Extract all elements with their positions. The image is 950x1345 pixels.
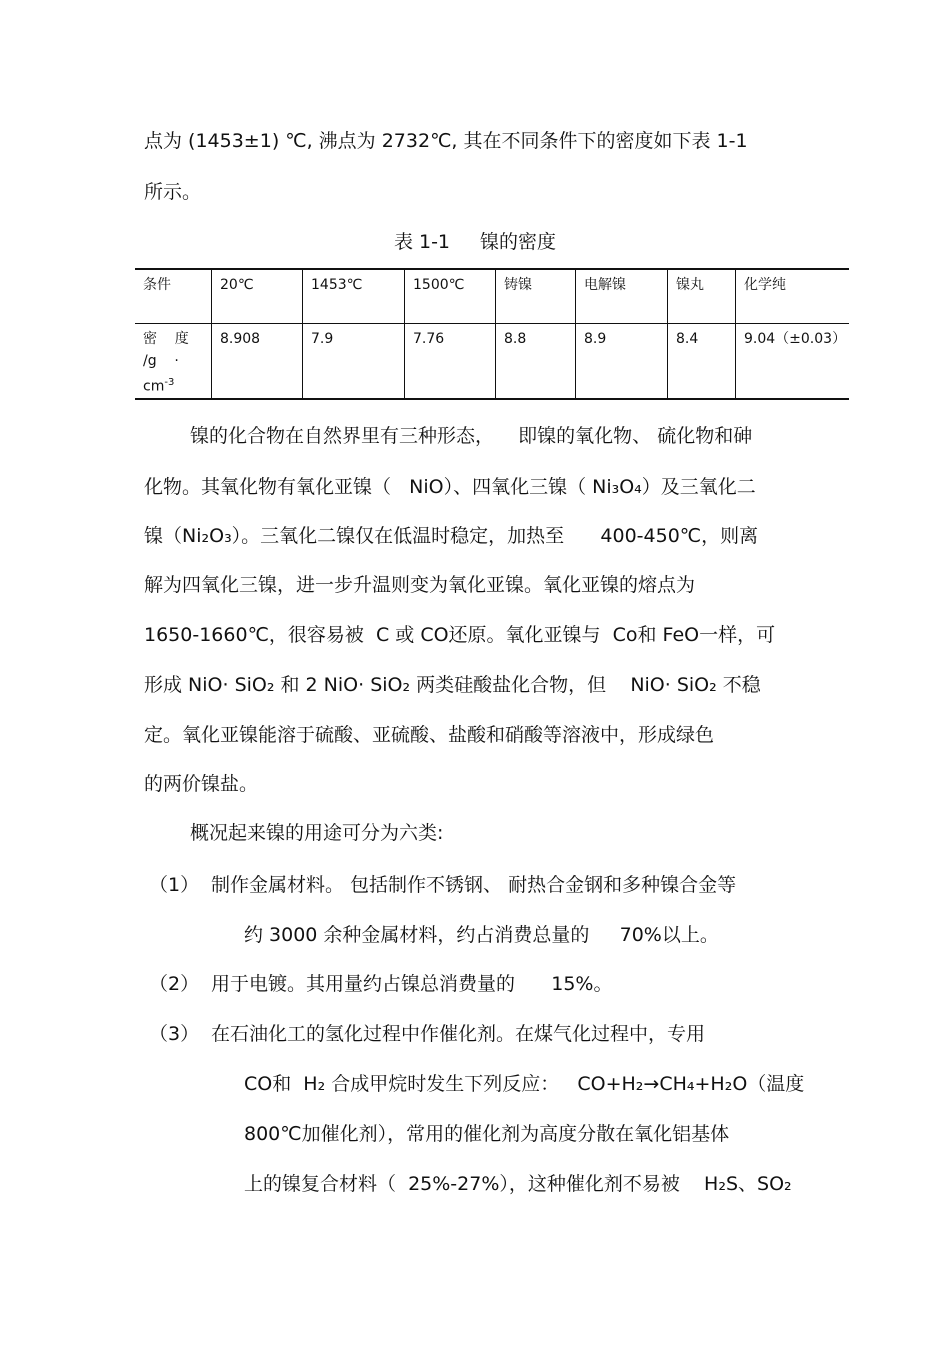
row-label-line <box>143 372 205 398</box>
value-cell: 8.9 <box>576 324 668 399</box>
list-item-text: 制作金属材料。 包括制作不锈钢、 耐热合金钢和多种镍合金等 <box>211 874 737 896</box>
header-cell: 铸镍 <box>496 269 576 324</box>
header-cell: 电解镍 <box>576 269 668 324</box>
body-text-line: 镍（Ni₂O₃）。三氧化二镍仅在低温时稳定，加热至 400-450℃，则离 <box>144 525 759 547</box>
body-text-line: 的两价镍盐。 <box>144 773 259 795</box>
value-cell: 9.04（±0.03） <box>736 324 850 399</box>
body-text-line: 解为四氧化三镍，进一步升温则变为氧化亚镍。氧化亚镍的熔点为 <box>144 574 696 596</box>
value-cell: 7.76 <box>405 324 496 399</box>
header-cell: 条件 <box>135 269 212 324</box>
value-cell: 7.9 <box>303 324 405 399</box>
unit-text: cm <box>143 378 165 395</box>
list-item-text: 上的镍复合材料（ 25%-27%），这种催化剂不易被 H₂S、SO₂ <box>244 1173 792 1195</box>
unit-exponent: -3 <box>164 377 175 388</box>
value-cell: 8.908 <box>212 324 303 399</box>
header-cell: 20℃ <box>212 269 303 324</box>
value-cell: 8.8 <box>496 324 576 399</box>
row-label-cell <box>135 324 212 399</box>
density-table <box>135 268 849 400</box>
body-text-line: 定。氧化亚镍能溶于硫酸、亚硫酸、盐酸和硝酸等溶液中，形成绿色 <box>144 724 715 746</box>
table-header-row <box>135 269 849 324</box>
table-row <box>135 324 849 399</box>
body-text-line: 化物。其氧化物有氧化亚镍（ NiO）、四氧化三镍（ Ni₃O₄）及三氧化二 <box>144 476 756 498</box>
value-cell: 8.4 <box>668 324 736 399</box>
list-item-text: 800℃加催化剂），常用的催化剂为高度分散在氧化铝基体 <box>244 1123 730 1145</box>
list-item-text: 在石油化工的氢化过程中作催化剂。在煤气化过程中，专用 <box>211 1023 706 1045</box>
row-label-line: /g · <box>143 353 179 369</box>
usage-intro: 概况起来镍的用途可分为六类: <box>190 822 444 844</box>
header-cell: 1453℃ <box>303 269 405 324</box>
body-text-line: 1650-1660℃，很容易被 C 或 CO还原。氧化亚镍与 Co和 FeO一样，可 <box>144 624 776 646</box>
header-cell: 1500℃ <box>405 269 496 324</box>
body-text-line: 形成 NiO· SiO₂ 和 2 NiO· SiO₂ 两类硅酸盐化合物，但 NiO· SiO₂ 不稳 <box>144 674 761 696</box>
header-cell: 化学纯 <box>736 269 850 324</box>
row-label-line: 密 度 <box>143 331 189 347</box>
header-cell: 镍丸 <box>668 269 736 324</box>
list-number: （2） <box>149 973 200 995</box>
intro-text-line-1: 点为 (1453±1) ℃, 沸点为 2732℃, 其在不同条件下的密度如下表 1-1 <box>144 130 748 152</box>
list-item-text: CO和 H₂ 合成甲烷时发生下列反应： CO+H₂→CH₄+H₂O（温度 <box>244 1073 805 1095</box>
body-text-line: 镍的化合物在自然界里有三种形态， 即镍的氧化物、 硫化物和砷 <box>190 425 753 447</box>
table-caption-title: 镍的密度 <box>480 231 557 253</box>
list-number: （1） <box>149 874 200 896</box>
table-caption <box>0 229 950 255</box>
list-number: （3） <box>149 1023 200 1045</box>
list-item-text: 用于电镀。其用量约占镍总消费量的 15%。 <box>211 973 613 995</box>
intro-text-line-2: 所示。 <box>144 181 202 203</box>
list-item-text: 约 3000 余种金属材料，约占消费总量的 70%以上。 <box>244 924 719 946</box>
table-caption-number: 表 1-1 <box>393 231 451 253</box>
